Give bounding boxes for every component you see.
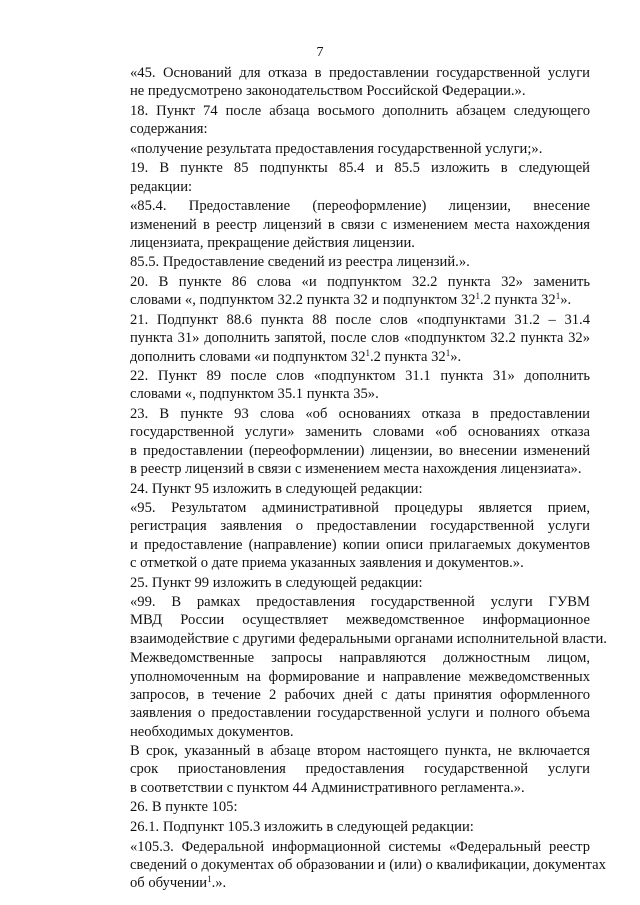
paragraph [96, 742, 590, 797]
text-line: об обучении$^1$.». [130, 874, 227, 892]
paragraph [96, 197, 590, 252]
page-number: 7 [316, 45, 324, 60]
text-line: 85.5. Предоставление сведений из реестра лицензий.». [130, 254, 470, 271]
paragraph [96, 140, 590, 158]
text-line: редакции: [130, 178, 193, 195]
text-line: «99. В рамках предоставления государственной услуги ГУВМ [130, 594, 590, 611]
text-line: запросов, в течение 2 рабочих дней с даты принятия оформленного [130, 686, 590, 703]
paragraph [96, 593, 607, 648]
text-line: МВД России осуществляет межведомственное информационное [130, 612, 590, 629]
paragraph [96, 102, 590, 139]
paragraph [96, 311, 590, 366]
text-line: государственной услуги» заменить словами «об основаниях отказа [130, 424, 590, 441]
text-line: 18. Пункт 74 после абзаца восьмого дополнить абзацем следующего [130, 102, 590, 119]
text-line: 19. В пункте 85 подпункты 85.4 и 85.5 изложить в следующей [130, 160, 590, 177]
text-line: дополнить словами «и подпунктом $32^1.2$ пункта $32^1$». [130, 347, 462, 365]
paragraph [96, 253, 590, 271]
text-line: 22. Пункт 89 после слов «подпунктом 31.1 пункта 31» дополнить [130, 368, 590, 385]
text-line: в соответствии с пунктом 44 Административного регламента.». [130, 779, 525, 796]
text-line: не предусмотрено законодательством Российской Федерации.». [130, 83, 526, 100]
text-line: в реестр лицензий в связи с изменением места нахождения лицензиата». [130, 460, 582, 477]
paragraph [96, 480, 590, 498]
paragraph [96, 818, 590, 836]
text-line: «получение результата предоставления государственной услуги;». [130, 140, 543, 157]
paragraph [96, 649, 590, 740]
text-line: пункта 31» дополнить запятой, после слов «подпунктом 32.2 пункта 32» [130, 330, 590, 347]
document-body [96, 64, 607, 894]
text-line: лицензиата, прекращение действия лицензии. [130, 234, 415, 251]
paragraph [96, 367, 590, 404]
text-line: «85.4. Предоставление (переоформление) лицензии, внесение [130, 198, 590, 215]
text-line: с отметкой о дате приема указанных заявления и документов.». [130, 554, 524, 571]
paragraph [96, 273, 590, 310]
text-line: 23. В пункте 93 слова «об основаниях отказа в предоставлении [130, 406, 590, 423]
text-line: 26. В пункте 105: [130, 799, 238, 816]
text-line: «95. Результатом административной процедуры является прием, [130, 500, 590, 517]
text-line: 24. Пункт 95 изложить в следующей редакции: [130, 480, 423, 497]
text-line: заявления о предоставлении государственной услуги и полного объема [130, 705, 590, 722]
text-line: словами «, подпунктом 32.2 пункта 32 и подпунктом $32^1.2$ пункта $32^1$». [130, 291, 572, 309]
text-line: 20. В пункте 86 слова «и подпунктом 32.2 пункта 32» заменить [130, 274, 590, 291]
text-line: Межведомственные запросы направляются должностным лицом, [130, 650, 590, 667]
text-line: регистрация заявления о предоставлении государственной услуги [130, 518, 590, 535]
text-line: необходимых документов. [130, 723, 294, 740]
paragraph [96, 574, 590, 592]
paragraph [96, 798, 590, 816]
paragraph [96, 838, 606, 893]
text-line: срок приостановления предоставления государственной услуги [130, 761, 590, 778]
paragraph [96, 405, 590, 478]
text-line: уполномоченным на формирование и направление межведомственных [130, 668, 590, 685]
text-line: 21. Подпункт 88.6 пункта 88 после слов «подпунктами 31.2 – 31.4 [130, 311, 590, 328]
text-line: содержания: [130, 121, 208, 138]
text-line: «45. Оснований для отказа в предоставлении государственной услуги [130, 65, 590, 81]
text-line: словами «, подпунктом 35.1 пункта 35». [130, 386, 379, 403]
paragraph [96, 159, 590, 196]
text-line: и предоставление (направление) копии описи прилагаемых документов [130, 536, 590, 553]
text-line: сведений о документах об образовании и (или) о квалификации, документах [130, 856, 606, 873]
paragraph [96, 499, 590, 572]
text-line: изменений в реестр лицензий в связи с изменением места нахождения [130, 216, 590, 233]
text-line: «105.3. Федеральной информационной системы «Федеральный реестр [130, 838, 590, 855]
text-line: 26.1. Подпункт 105.3 изложить в следующей редакции: [130, 818, 474, 835]
text-line: В срок, указанный в абзаце втором настоящего пункта, не включается [130, 743, 590, 760]
text-line: взаимодействие с другими федеральными органами исполнительной власти. [130, 630, 607, 647]
text-line: 25. Пункт 99 изложить в следующей редакции: [130, 574, 423, 591]
text-line: в предоставлении (переоформлении) лицензии, во внесении изменений [130, 442, 590, 459]
paragraph [96, 64, 590, 101]
